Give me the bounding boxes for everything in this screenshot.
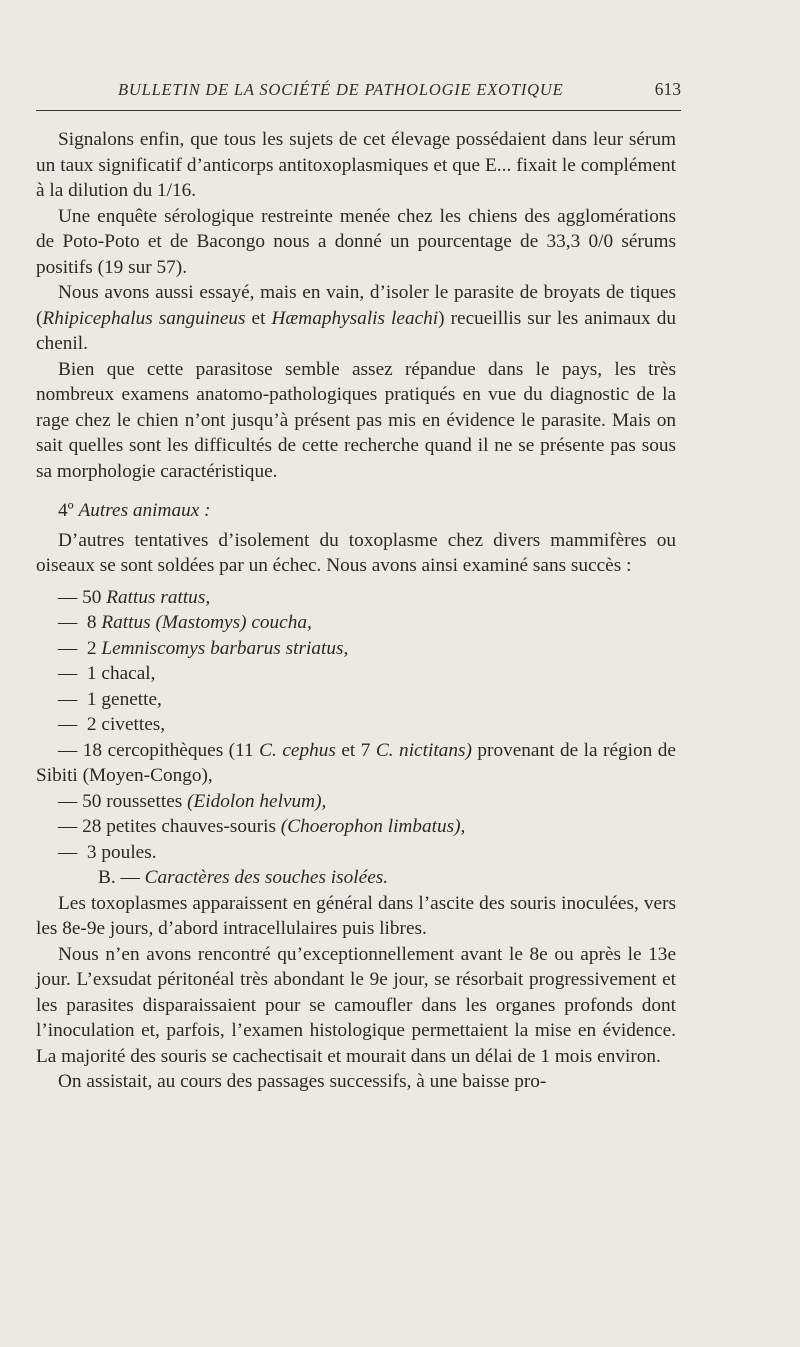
section-title: Caractères des souches isolées. — [144, 867, 389, 888]
count: 8 — [86, 612, 97, 633]
species-name: Lemniscomys barbarus striatus, — [101, 637, 349, 659]
dash: — — [58, 637, 78, 659]
dash: — — [58, 586, 78, 608]
species-name: Rattus rattus, — [106, 586, 211, 608]
subheading-text: Autres animaux : — [78, 500, 211, 521]
count: 50 — [82, 586, 102, 608]
count: 2 — [86, 714, 97, 735]
list-item — [36, 712, 676, 738]
list-item — [36, 840, 676, 866]
list-item — [36, 610, 676, 636]
paragraph-parasitose: Bien que cette parasitose semble assez répandue dans le pays, les très nombreux examens anatomo-pathologiques pratiqués en vue du diagnostic de la rage chez le chien n’ont jusqu’à présent pas mis en évidence le parasite. Mais on sait quelles sont les difficultés de cette recherche quand il ne se présente pas sous sa morphologie caractéristique. — [36, 358, 676, 482]
list-item — [36, 661, 676, 687]
animal-list-tail — [36, 789, 676, 866]
species-name: (Choerophon limbatus), — [280, 816, 466, 837]
animal-name: roussettes — [106, 790, 188, 812]
text-run: et — [245, 307, 272, 329]
dash: — — [58, 739, 78, 761]
animal-name: petites chauves-souris — [106, 816, 281, 837]
text-run: ) recueillis sur les animaux du chenil. — [36, 307, 676, 354]
paragraph-tentatives: D’autres tentatives d’isolement du toxoplasme chez divers mammifères ou oiseaux se sont soldées par un échec. Nous avons ainsi examiné sans succès : — [36, 529, 676, 576]
text-run: provenant de la région de Sibiti (Moyen-Congo), — [36, 739, 676, 786]
page-number: 613 — [654, 79, 681, 99]
dash: — — [58, 790, 78, 812]
paragraph-ascite: Les toxoplasmes apparaissent en général dans l’ascite des souris inoculées, vers les 8e-9e jours, d’abord intracellulaires puis libres. — [36, 892, 676, 939]
species-name: C. nictitans) — [375, 739, 472, 761]
text-run: cercopithèques (11 — [107, 739, 260, 761]
text-run: Nous avons aussi essayé, mais en vain, d’isoler le parasite de broyats de tiques ( — [36, 282, 676, 329]
dash: — — [58, 714, 78, 735]
count: 18 — [82, 739, 103, 761]
count: 28 — [82, 816, 102, 837]
dash: — — [58, 816, 78, 837]
animal-name: genette, — [101, 688, 162, 710]
dash: — — [58, 612, 78, 633]
subheading-autres-animaux — [36, 498, 676, 524]
species-name: Hæmaphysalis leachi — [271, 307, 439, 329]
list-item — [36, 814, 676, 840]
paragraph-passages: On assistait, au cours des passages successifs, à une baisse pro- — [58, 1071, 547, 1092]
animal-name: civettes, — [101, 714, 166, 735]
article-body — [36, 127, 676, 1095]
animal-list — [36, 585, 676, 738]
animal-name: poules. — [101, 841, 157, 863]
count: 2 — [86, 637, 97, 659]
paragraph-anticorps: Signalons enfin, que tous les sujets de cet élevage possédaient dans leur sérum un taux significatif d’anticorps antitoxoplasmiques et que E... fixait le complément à la dilution du 1/16. — [36, 129, 676, 201]
dash: — — [58, 688, 78, 710]
section-heading-b — [36, 865, 676, 891]
list-item — [36, 687, 676, 713]
count: 50 — [82, 790, 102, 812]
section-label: B. — — [98, 867, 145, 888]
list-item — [36, 636, 676, 662]
running-header — [36, 76, 681, 111]
species-name: Rattus (Mastomys) coucha, — [101, 612, 312, 633]
dash: — — [58, 663, 78, 684]
count: 1 — [86, 688, 97, 710]
list-item — [36, 789, 676, 815]
paragraph-tiques — [36, 280, 676, 357]
species-name: C. cephus — [259, 739, 336, 761]
text-run: et 7 — [335, 739, 376, 761]
list-item — [36, 585, 676, 611]
animal-name: chacal, — [101, 663, 156, 684]
paragraph-enquete: Une enquête sérologique restreinte menée chez les chiens des agglomérations de Poto-Poto et de Bacongo nous a donné un pourcentage de 33,3 0/0 sérums positifs (19 sur 57). — [36, 205, 676, 278]
list-item-cercopitheques — [36, 738, 676, 789]
count: 3 — [86, 841, 97, 863]
subheading-number: 4º — [58, 500, 79, 521]
count: 1 — [86, 663, 97, 684]
dash: — — [58, 841, 78, 863]
species-name: Rhipicephalus sanguineus — [42, 307, 246, 329]
species-name: (Eidolon helvum), — [187, 790, 327, 812]
running-title: BULLETIN DE LA SOCIÉTÉ DE PATHOLOGIE EXOTIQUE — [118, 80, 564, 99]
paragraph-exsudat: Nous n’en avons rencontré qu’exceptionnellement avant le 8e ou après le 13e jour. L’exsudat péritonéal très abondant le 9e jour, se résorbait progressivement et les parasites disparaissaient pour se camoufler dans les organes profonds dont l’inoculation et, parfois, l’examen histologique permettaient la mise en évidence. La majorité des souris se cachectisait et mourait dans un délai de 1 mois environ. — [36, 943, 676, 1067]
